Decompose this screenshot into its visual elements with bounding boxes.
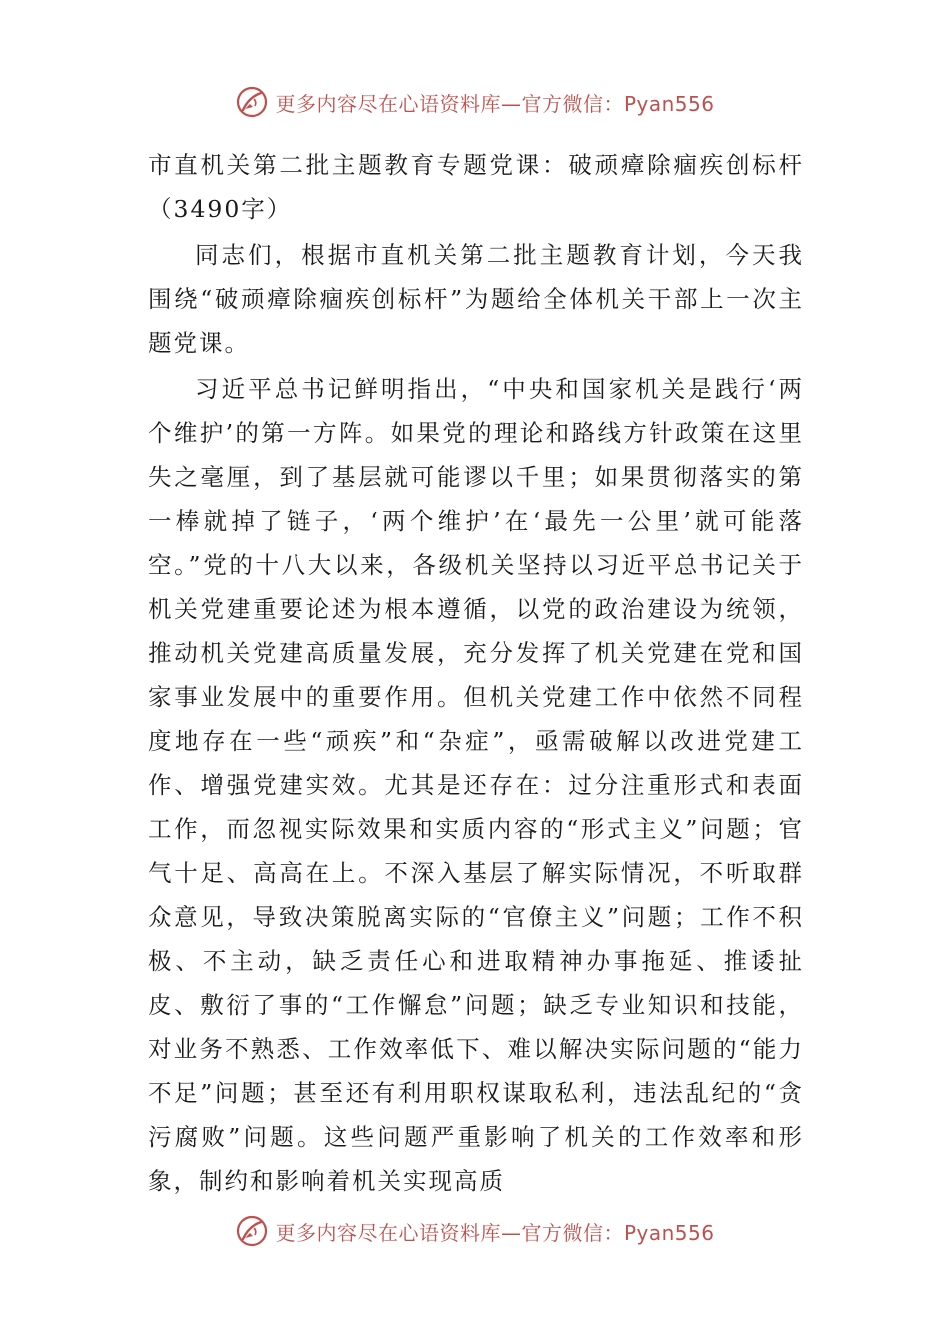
document-body [148,143,804,1205]
header-watermark-banner [0,82,950,122]
footer-watermark-banner [0,1211,950,1251]
document-title: 市直机关第二批主题教育专题党课：破顽瘴除痼疾创标杆（3490字） [148,151,804,223]
watermark-text: 更多内容尽在心语资料库—官方微信：Pyan556 [275,91,715,116]
paragraph-1: 同志们，根据市直机关第二批主题教育计划，今天我围绕“破顽瘴除痼疾创标杆”为题给全体机关干部上一次主题党课。 [148,241,804,357]
pen-seal-logo-icon [235,1214,269,1248]
watermark-text: 更多内容尽在心语资料库—官方微信：Pyan556 [275,1220,715,1245]
pen-seal-logo-icon [235,85,269,119]
paragraph-2: 习近平总书记鲜明指出，“中央和国家机关是践行‘两个维护’的第一方阵。如果党的理论和路线方针政策在这里失之毫厘，到了基层就可能谬以千里；如果贯彻落实的第一棒就掉了链子，‘两个维护’在‘最先一公里’就可能落空。”党的十八大以来，各级机关坚持以习近平总书记关于机关党建重要论述为根本遵循，以党的政治建设为统领，推动机关党建高质量发展，充分发挥了机关党建在党和国家事业发展中的重要作用。但机关党建工作中依然不同程度地存在一些“顽疾”和“杂症”，亟需破解以改进党建工作、增强党建实效。尤其是还存在：过分注重形式和表面工作，而忽视实际效果和实质内容的“形式主义”问题；官气十足、高高在上。不深入基层了解实际情况，不听取群众意见，导致决策脱离实际的“官僚主义”问题；工作不积极、不主动，缺乏责任心和进取精神办事拖延、推诿扯皮、敷衍了事的“工作懈怠”问题；缺乏专业知识和技能，对业务不熟悉、工作效率低下、难以解决实际问题的“能力不足”问题；甚至还有利用职权谋取私利，违法乱纪的“贪污腐败”问题。这些问题严重影响了机关的工作效率和形象，制约和影响着机关实现高质 [148,375,804,1195]
